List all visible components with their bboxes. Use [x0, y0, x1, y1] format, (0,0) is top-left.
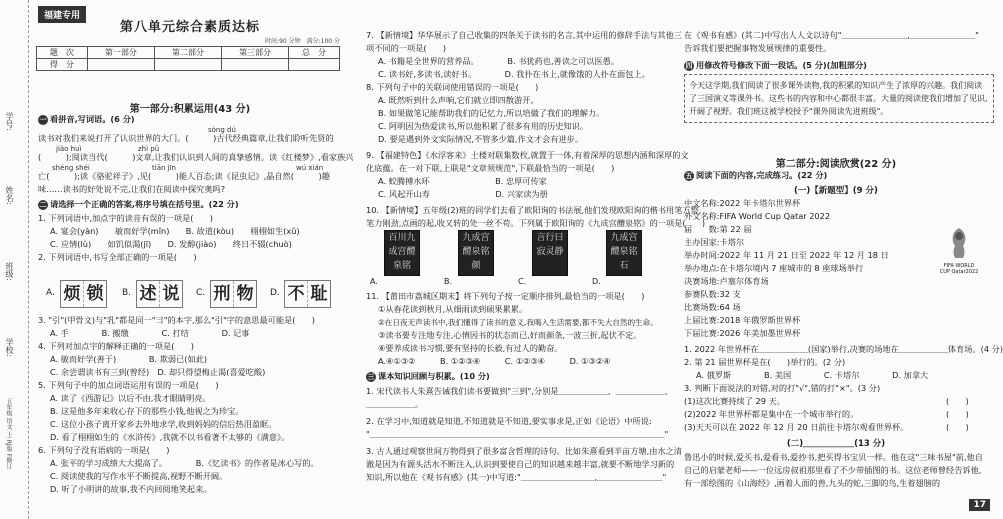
q1-number-icon: 一 [39, 115, 47, 124]
trophy-icon [938, 226, 980, 260]
callig-text: 百川九成宫醴泉铭 [388, 233, 416, 271]
judge-box[interactable]: ( ) [946, 409, 969, 419]
q-option[interactable]: A. 蛟腾搏水环 B. 忠厚可传家 [378, 176, 547, 186]
pinyin: tiān jīn [152, 164, 176, 172]
part1-title: 第一部分:积累运用(43 分) [129, 104, 251, 115]
q1-heading: 一 看拼音,写词语。(6 分) [39, 114, 135, 124]
q-text: 项不同的一项是( ) [366, 43, 447, 53]
character-card-c[interactable] [210, 280, 257, 308]
q2-option[interactable]: A. 张平的学习成绩大大提高了。 B.《忆读书》的作者是冰心写的。 [50, 458, 319, 468]
info-row: 主办国家:卡塔尔 [684, 237, 745, 247]
fill-line: 3. 古人通过观察世间万物得到了很多富含哲理的诗句。比如朱熹看到半亩方塘,由水之清 [366, 446, 682, 456]
score-head-0: 题 次 [37, 47, 88, 59]
score-row-label: 得 分 [37, 59, 88, 71]
calligraphy-sample-a[interactable] [384, 230, 420, 276]
binding-margin [0, 0, 29, 519]
q-text: 11. 【莆田市荔城区期末】将下列句子按一定顺序排列,最恰当的一项是( ) [366, 291, 645, 301]
info-row: 届 数:第 22 届 [684, 224, 752, 234]
q-option[interactable]: A. 俄罗斯 B. 美国 C. 卡塔尔 D. 加拿大 [696, 370, 929, 380]
part2-title: 第二部分:阅读欣赏(22 分) [775, 159, 897, 170]
score-cell[interactable] [87, 59, 154, 71]
q5-number-icon: 五 [685, 171, 693, 180]
q-text: 3. 判断下面说法的对错,对的打"√",错的打"×"。(3 分) [684, 383, 881, 393]
pinyin: jiào huì [56, 145, 82, 153]
q-option[interactable]: C. 阿明因为热爱读书,所以他积累了很多有用的历史知识。 [378, 121, 589, 131]
info-row: 决赛场地:卢塞尔体育场 [684, 276, 769, 286]
q2-text: 2. 下列词语中,书写全部正确的一项是( ) [38, 252, 197, 262]
pinyin: zhì pǔ [138, 145, 160, 153]
judge-box[interactable]: ( ) [946, 422, 969, 432]
column-1 [30, 0, 354, 519]
q2-option[interactable]: A. 读了《西游记》以后不由,我才眼睛明亮。 [50, 393, 211, 403]
q-option[interactable]: C. 风起开山寿 D. 兴家读为册 [378, 189, 548, 199]
card-letter[interactable]: C. [196, 288, 206, 298]
fill-line[interactable]: 1. 2022 年世界杯在＿＿＿＿＿＿(国家)举行,决赛的场地在＿＿＿＿＿＿体育场。(4 分) [684, 344, 1003, 354]
card-char: 刑 [211, 281, 234, 307]
card-letter[interactable]: A. [46, 288, 55, 298]
reading-subtitle-2: (二)＿＿＿＿＿＿(13 分) [786, 439, 886, 449]
info-row: 外文名称:FIFA World Cup Qatar 2022 [684, 211, 831, 221]
text-line: 告诉我们要把握事物发展规律的重要性。 [684, 43, 832, 53]
score-cell[interactable] [154, 59, 221, 71]
q2-text: 3. "引"(甲骨文)与"乳"都是同一"彐"的本字,那么"引"字的意思最可能是( ) [38, 315, 315, 325]
q1-text: 味……读书的好处说不完,让我们在阅读中探究奥吗? [38, 184, 226, 194]
judge-box[interactable]: ( ) [946, 396, 969, 406]
q-option[interactable]: C. 读书好,多读书,读好书。 D. 我扑在书上,就像饿的人扑在面包上。 [378, 69, 650, 79]
fill-line[interactable]: 1. 宋代读书人朱熹告诫我们读书要做到"三到",分别是＿＿＿＿＿＿、＿＿＿＿＿＿、 [366, 386, 674, 396]
calligraphy-sample-d[interactable] [606, 230, 642, 276]
q4-number-icon: 四 [685, 61, 693, 70]
q-sentence: ③读书要专注地专注,心情因书的状态而已,好而颜条,一波三折,起伏不定。 [378, 330, 642, 340]
q-option[interactable]: D. 要是遇到外文实际情况,不管多少篇,作文才会有进步。 [378, 134, 584, 144]
q1-text: 读书对我们来说打开了认识世界的大门。( )古代经典篇章,让我们聆听先贤的 [38, 133, 334, 143]
q2-heading: 二 请选择一个正确的答案,将序号填在括号里。(22 分) [39, 199, 239, 209]
reading-passage: 鲁迅小的时候,爱买书,爱看书,爱抄书,把买得书宝贝一样。他在这"三味书屋"前,他自自己的启蒙老师——一位远房叔祖那里看了不少带插图的书。这位老师曾经告诉他,有一部绘图的《山海经》,画着人面的兽,九头的蛇,三脚的鸟,生着翅膀的 [684, 452, 983, 488]
q1-text: ( );阅读当代( )文章,让我们认识到人间的真挚感情。读《红楼梦》,看家族兴 [38, 152, 354, 162]
q-text: 10. 【新情境】五年级(2)班的同学们去看了欧阳询的书法展,他们发现欧阳询的楷书用笔方整, [366, 205, 702, 215]
q-text: 笔力刚劲,点画的起,收又转的处一丝不苟。下列属于欧阳询的《九成宫醴泉铭》的一项是( ) [366, 218, 706, 228]
page-number: 17 [969, 499, 990, 511]
calligraphy-sample-c[interactable] [532, 230, 568, 276]
info-row: 上届比赛:2018 年俄罗斯世界杯 [684, 315, 801, 325]
fill-line[interactable]: "＿＿＿＿＿＿＿＿＿＿＿＿＿＿＿＿＿＿＿＿＿＿＿＿＿＿＿＿＿＿＿＿＿＿＿＿" [366, 429, 669, 439]
column-2 [358, 0, 706, 519]
q3-number-icon: 三 [367, 372, 375, 381]
q2-option[interactable]: A. 宴会(yàn) 敏而好学(mǐn) B. 故道(kòu) 栩栩如生(xǔ) [50, 226, 300, 236]
info-row: 举办时间:2022 年 11 月 21 日至 2022 年 12 月 18 日 [684, 250, 889, 260]
callig-text: 九成宫醴泉铭颜 [462, 233, 490, 271]
pinyin: wú xián [296, 164, 324, 172]
q2-option[interactable]: C. 应情(lù) 如饥似渴(jī) D. 发醇(jiào) 终日不辍(chuò) [50, 239, 292, 249]
fill-line[interactable]: 知识,所以他在《观书有感》(其一)中写道:"＿＿＿＿＿＿＿＿＿,＿＿＿＿＿＿＿＿" [366, 472, 667, 482]
callig-letter[interactable]: A. [370, 277, 378, 286]
world-cup-logo [938, 226, 980, 275]
card-char: 不 [285, 281, 308, 307]
info-row: 下届比赛:2026 年美加墨世界杯 [684, 328, 801, 338]
exam-meta: 时间:90 分钟 满分:100 分 [265, 38, 340, 45]
score-table [36, 46, 340, 71]
q2-option[interactable]: C. 余尝谓读书有三到(曾经) D. 却只得望梅止渴(喜爱吃酸) [50, 367, 266, 377]
info-row: 参赛队数:32 支 [684, 289, 741, 299]
q-option[interactable]: A. 书籍是全世界的营养品。 B. 书犹药也,善读之可以医愚。 [378, 56, 620, 66]
edit-passage-box[interactable]: 今天这学期,我们阅读了很多课外读物,我的积累的知识产生了浓厚的兴趣。我们阅读了三国演义等课外书。这些书的内容和中心都很丰富。大量的阅读使我们增加了见识,开阔了视野。我们班这被学校授予"课外阅读先进班级"。 [684, 74, 994, 123]
q-text: 9. 【福建特色】《水浮客来》土楼对联集数枚,就置于一体,有着深厚的思想内涵和深厚的文 [366, 150, 689, 160]
margin-label-book: 五年级 语文 上 RJ版 F修订 [5, 398, 12, 470]
q2-option[interactable]: A. 敏而好学(善于) B. 欺弱已(如此) [50, 354, 208, 364]
character-card-b[interactable] [136, 280, 183, 308]
q2-option[interactable]: B. 这是他多年来收心存下的那些小钱,他视之为珍宝。 [50, 406, 244, 416]
q2-option[interactable]: D. 听了小明讲的故事,我不内回阅地笑起来。 [50, 484, 212, 494]
card-char: 物 [236, 284, 254, 304]
q2-option[interactable]: C. 阅读使我的写作水平不断提高,视野不断开阔。 [50, 471, 228, 481]
card-letter[interactable]: B. [122, 288, 132, 298]
fill-line[interactable]: 在《观书有感》(其二)中写出人人文以诗句"＿＿＿＿＿＿＿＿,＿＿＿＿＿＿＿＿" [684, 30, 979, 40]
q2-option[interactable]: C. 这位小孩子离开家乡去外地求学,收到妈妈的信后热泪盈眶。 [50, 419, 277, 429]
margin-label-school: 学校: [5, 338, 14, 357]
card-char: 锁 [86, 284, 104, 304]
pinyin: sòng dú [208, 126, 236, 134]
score-head-2: 第二部分 [154, 47, 221, 59]
q-sentence: ④要养成读书习惯,要有坚持的长毅,有过人的勤奋。 [378, 343, 563, 353]
character-card-d[interactable] [284, 280, 331, 308]
q-text: 7. 【新情境】华华展示了自己收集的四条关于读书的名言,其中运用的修辞手法与其他三 [366, 30, 682, 40]
score-head-4: 总 分 [289, 47, 340, 59]
pinyin: shéng shéi [52, 164, 90, 172]
margin-label-class: 班级: [5, 262, 14, 281]
card-char: 烦 [61, 281, 84, 307]
fill-line: 澈是因为有源头活水不断注入,认识到要使自己的知识越来越丰富,就要不断地学习新的 [366, 459, 675, 469]
logo-text: FIFA WORLD CUP Qatar2022 [939, 263, 979, 275]
card-letter[interactable]: D. [270, 288, 280, 298]
q-sentence: ②在日夜无声读书中,我们懂得了读书的意义,我喝入生活需要,都不失大自然的生命。 [378, 318, 658, 327]
q2-option[interactable]: A. 手 B. 搬缴 C. 打结 D. 记事 [50, 328, 250, 338]
fill-line[interactable]: ＿＿＿＿＿＿。 [366, 399, 424, 409]
card-char: 说 [162, 284, 180, 304]
score-cell[interactable] [289, 59, 340, 71]
judge-item: (1)这次比赛持续了 29 天。 [684, 396, 785, 406]
character-card-a[interactable] [60, 280, 107, 308]
q-text: 8. 下列句子中的关联词使用错误的一项是( ) [366, 82, 539, 92]
q5-heading: 五 阅读下面的内容,完成练习。(22 分) [685, 170, 828, 180]
card-char: 耻 [310, 284, 328, 304]
calligraphy-sample-b[interactable] [458, 230, 494, 276]
callig-letter[interactable]: D. [592, 277, 601, 286]
q-option[interactable]: B. 如果做笔记能帮助我们的记忆力,所以培做了我们的理解力。 [378, 108, 605, 118]
region-tag: 福建专用 [38, 6, 86, 23]
q-text: 2. 第 21 届世界杯是在( )举行的。(2 分) [684, 357, 846, 367]
card-char: 述 [137, 281, 160, 307]
reading-subtitle-1: (一)【新题型】(9 分) [794, 186, 878, 196]
q1-text: 亡( );读《骆驼祥子》,见( )能人百态;读《昆虫记》,晶自然( )趣 [38, 171, 330, 181]
info-row: 比赛场数:64 场 [684, 302, 741, 312]
judge-item: (2)2022 年世界杯都是集中在一个城市举行的。 [684, 409, 859, 419]
score-head-3: 第三部分 [222, 47, 289, 59]
callig-letter[interactable]: B. [444, 277, 453, 286]
margin-label-id: 学号: [5, 112, 14, 131]
callig-letter[interactable]: C. [518, 277, 527, 286]
q2-text: 4. 下列对加点字的解释正确的一项是( ) [38, 341, 194, 351]
score-head-1: 第一部分 [87, 47, 154, 59]
q-option[interactable]: A. 既然听到什么声响,它们就立即四散游开。 [378, 95, 539, 105]
q2-text: 1. 下列词语中,加点字的读音有误的一项是( ) [38, 213, 213, 223]
info-row: 中文名称:2022 年卡塔尔世界杯 [684, 198, 801, 208]
q2-text: 6. 下列句子没有语病的一项是( ) [38, 445, 170, 455]
fill-line: 2. 在学习中,知道就是知道,不知道就是不知道,要实事求是,正如《论语》中所说: [366, 416, 652, 426]
page-title: 第八单元综合素质达标 [119, 20, 260, 35]
margin-label-name: 姓名: [5, 186, 14, 205]
q2-text: 5. 下列句子中的加点词语运用有误的一项是( ) [38, 380, 219, 390]
q-sentence: ①从春花读到秋月,从细雨读到硕果累累。 [378, 304, 528, 314]
q2-option[interactable]: D. 看了栩栩如生的《水浒传》,我就不以书看著不太够的《满意》。 [50, 432, 290, 442]
q3-heading: 三 课本知识回顾与积累。(10 分) [367, 371, 490, 381]
q2-number-icon: 二 [39, 200, 47, 209]
q-option[interactable]: A.④①③② B. ①②③④ C. ①②③④ D. ①③②④ [378, 356, 611, 366]
info-row: 举办地点:在卡塔尔境内 7 座城市的 8 座球场举行 [684, 263, 864, 273]
q-text: 化底蕴。在一对下联,上联是"文章须规范",下联最恰当的一项是( ) [366, 163, 615, 173]
judge-item: (3)天天可以在 2022 年 12 月 20 日前往卡塔尔观看世界杯。 [684, 422, 909, 432]
callig-text: 九成宫醴泉铭石 [610, 233, 638, 271]
callig-text: 言行曰寂灵静 [536, 233, 564, 257]
q4-heading: 四 用修改符号修改下面一段话。(5 分)(加粗部分) [685, 60, 867, 70]
score-cell[interactable] [222, 59, 289, 71]
column-3 [676, 0, 1003, 519]
